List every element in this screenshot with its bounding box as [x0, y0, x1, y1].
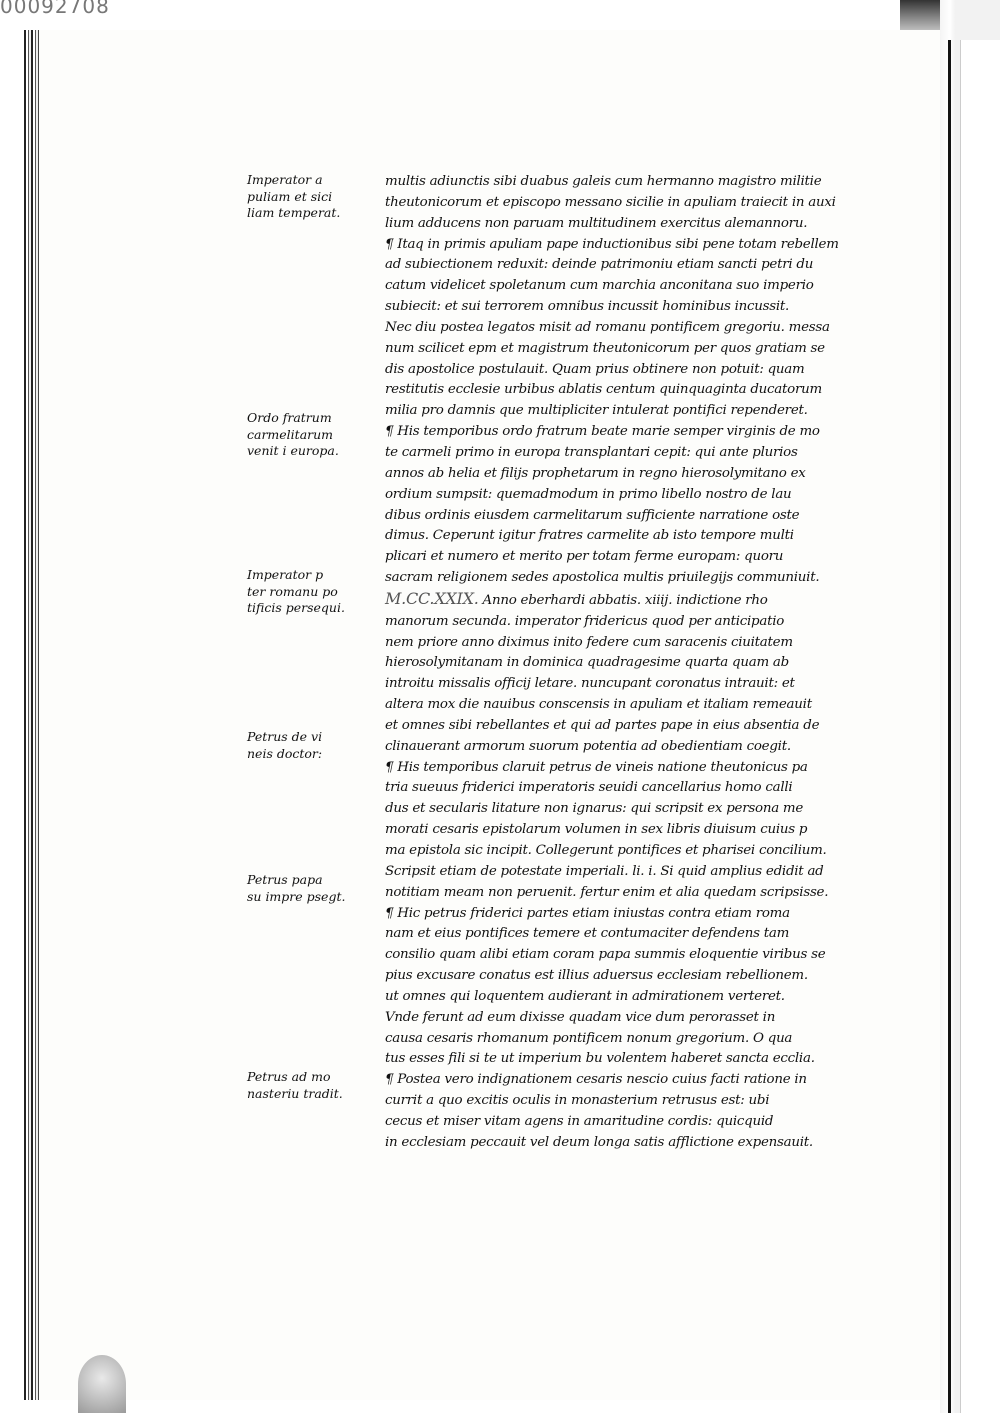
text-line: nam et eius pontifices temere et contumaciter defendens tam — [385, 926, 790, 942]
text-line: ¶ His temporibus claruit petrus de vineis natione theutonicus pa — [385, 759, 808, 775]
text-line: manorum secunda. imperator fridericus quod per anticipatio — [385, 613, 785, 629]
margin-note-petrus-monasterium: Petrus ad mo nasteriu tradit. — [247, 1069, 343, 1101]
text-line: cecus et miser vitam agens in amaritudine cordis: quicquid — [385, 1113, 774, 1129]
text-line: ordium sumpsit: quemadmodum in primo libello nostro de lau — [385, 486, 792, 502]
text-line: et omnes sibi rebellantes et qui ad partes pape in eius absentia de — [385, 717, 820, 733]
text-line: morati cesaris epistolarum volumen in sex libris diuisum cuius p — [385, 822, 808, 838]
text-line: Scripsit etiam de potestate imperiali. li. i. Si quid amplius edidit ad — [385, 863, 824, 879]
text-line: nem priore anno diximus inito federe cum saracenis ciuitatem — [385, 634, 793, 650]
text-line — [385, 589, 915, 612]
scan-label: 00092708 — [0, 0, 110, 18]
text-line: Vnde ferunt ad eum dixisse quadam vice dum perorasset in — [385, 1009, 776, 1025]
text-line: altera mox die nauibus conscensis in apuliam et italiam remeauit — [385, 697, 812, 713]
text-line: theutonicorum et episcopo messano sicilie in apuliam traiecit in auxi — [385, 194, 836, 210]
text-line: sacram religionem sedes apostolica multis priuilegijs communiuit. — [385, 570, 820, 586]
text-line: in ecclesiam peccauit vel deum longa satis afflictione expensauit. — [385, 1134, 813, 1150]
margin-note-petrus-papa: Petrus papa su impre psegt. — [247, 872, 346, 904]
text-line: ¶ His temporibus ordo fratrum beate marie semper virginis de mo — [385, 424, 820, 440]
text-line: dus et secularis litature non ignarus: qui scripsit ex persona me — [385, 801, 804, 817]
text-line: pius excusare conatus est illius aduersus ecclesiam rebellionem. — [385, 968, 808, 984]
text-line: ma epistola sic incipit. Collegerunt pontifices et pharisei concilium. — [385, 843, 827, 858]
text-line: dimus. Ceperunt igitur fratres carmelite ab isto tempore multi — [385, 528, 794, 544]
text-line: ut omnes qui loquentem audierant in admirationem verteret. — [385, 988, 785, 1004]
margin-note-imperator-apulia: Imperator a puliam et sici liam temperat. — [247, 172, 341, 220]
margin-note-petrus-de-vineis: Petrus de vi neis doctor: — [247, 729, 323, 761]
text-line: ¶ Postea vero indignationem cesaris nescio cuius facti ratione in — [385, 1072, 807, 1088]
text-line: num scilicet epm et magistrum theutonicorum per quos gratiam se — [385, 340, 825, 356]
text-line: notitiam meam non peruenit. fertur enim et alia quedam scripsisse. — [385, 884, 829, 900]
text-line: dibus ordinis eiusdem carmelitarum sufficiente narratione oste — [385, 507, 800, 523]
text-line: ¶ Itaq in primis apuliam pape inductionibus sibi pene totam rebellem — [385, 236, 839, 252]
text-line: lium adducens non paruam multitudinem exercitus alemannoru. — [385, 215, 808, 231]
date-marginal-year: M.CC.XXIX. — [385, 588, 479, 608]
text-line: restitutis ecclesie urbibus ablatis centum quinquaginta ducatorum — [385, 382, 822, 398]
text-line: catum videlicet spoletanum cum marchia anconitana suo imperio — [385, 278, 814, 294]
text-line: currit a quo excitis oculis in monasterium retrusus est: ubi — [385, 1093, 770, 1109]
facing-page-edge — [960, 40, 1000, 1413]
text-line: te carmeli primo in europa transplantari cepit: qui ante plurios — [385, 444, 798, 460]
text-line: milia pro damnis que multipliciter intulerat pontifici rependeret. — [385, 403, 808, 419]
text-line: hierosolymitanam in dominica quadragesime quarta quam ab — [385, 655, 789, 671]
text-line: clinauerant armorum suorum potentia ad obedientiam coegit. — [385, 738, 791, 754]
text-line: tria sueuus friderici imperatoris seuidi cancellarius homo calli — [385, 780, 793, 796]
margin-note-imperator-persequi: Imperator p ter romanu po tificis persequi. — [247, 567, 345, 615]
text-line-rest: Anno eberhardi abbatis. xiiij. indictione rho — [478, 592, 768, 608]
margin-note-ordo-fratrum: Ordo fratrum carmelitarum venit i europa. — [247, 410, 339, 458]
text-line: annos ab helia et filijs prophetarum in regno hierosolymitano ex — [385, 465, 806, 481]
main-text-block — [385, 172, 915, 1154]
text-line: ¶ Hic petrus friderici partes etiam iniustas contra etiam roma — [385, 905, 790, 921]
text-line: consilio quam alibi etiam coram papa summis eloquentie viribus se — [385, 947, 826, 963]
text-line: causa cesaris rhomanum pontificem nonum gregorium. O qua — [385, 1030, 793, 1046]
text-line: plicari et numero et merito per totam ferme europam: quoru — [385, 549, 784, 565]
text-line: subiecit: et sui terrorem omnibus incussit hominibus incussit. — [385, 299, 790, 315]
text-line: Nec diu postea legatos misit ad romanu pontificem gregoriu. messa — [385, 319, 830, 335]
text-line: introitu missalis officij letare. nuncupant coronatus intrauit: et — [385, 676, 795, 692]
text-line: tus esses fili si te ut imperium bu volentem haberet sancta ecclia. — [385, 1051, 815, 1067]
text-line: ad subiectionem reduxit: deinde patrimoniu etiam sancti petri du — [385, 257, 814, 273]
gutter-shadow — [948, 40, 951, 1413]
text-line: multis adiunctis sibi duabus galeis cum hermanno magistro militie — [385, 174, 822, 189]
text-line: dis apostolice postulauit. Quam prius obtinere non potuit: quam — [385, 361, 805, 377]
scanner-thumb — [78, 1355, 126, 1413]
